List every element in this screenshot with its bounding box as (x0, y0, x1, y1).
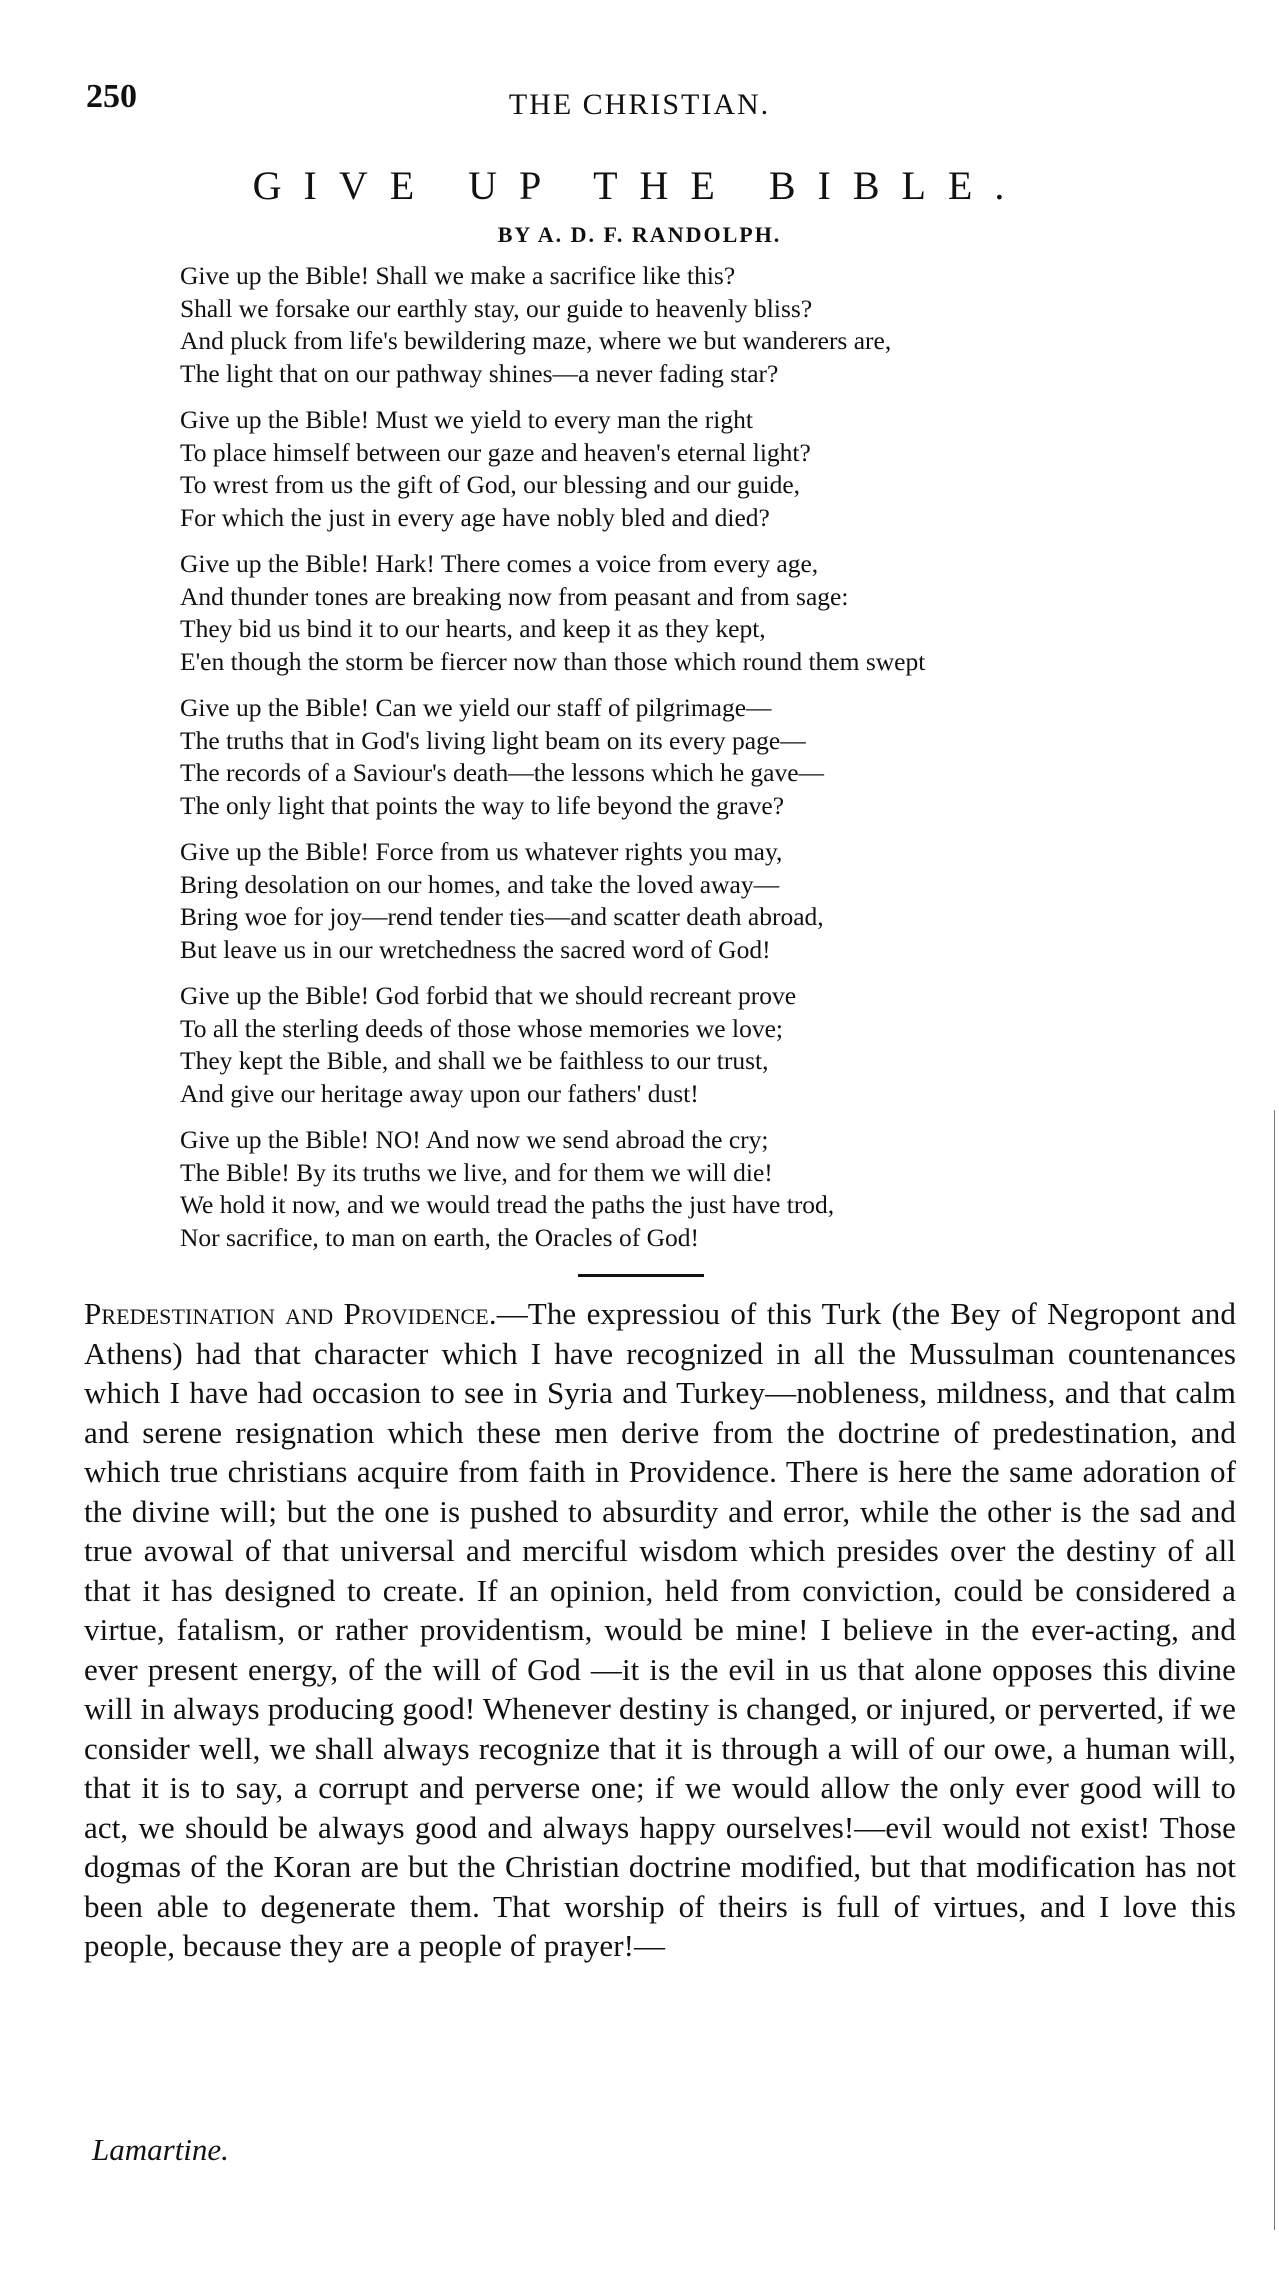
poem-line: To all the sterling deeds of those whose memories we love; (180, 1013, 783, 1043)
poem-stanza (180, 260, 1200, 390)
poem-stanza (180, 1124, 1200, 1254)
poem-title: GIVE UP THE BIBLE. (252, 163, 1027, 208)
article-body (84, 1294, 1236, 1966)
poem-line: Bring desolation on our homes, and take the loved away— (180, 869, 780, 899)
page-edge-rule (1274, 1110, 1275, 2230)
running-head: THE CHRISTIAN. (508, 88, 771, 121)
poem-stanza (180, 548, 1200, 678)
page-number: 250 (86, 78, 137, 115)
poem-line: Nor sacrifice, to man on earth, the Oracles of God! (180, 1222, 700, 1252)
poem-line: And thunder tones are breaking now from peasant and from sage: (180, 581, 849, 611)
poem-line: Give up the Bible! God forbid that we should recreant prove (180, 981, 797, 1010)
poem-line: They kept the Bible, and shall we be faithless to our trust, (180, 1046, 769, 1075)
poem-line: The truths that in God's living light beam on its every page— (180, 725, 806, 755)
poem-line: Give up the Bible! Must we yield to every man the right (180, 405, 753, 434)
poem-line: The records of a Saviour's death—the lessons which he gave— (180, 758, 825, 787)
article-text: —The expressiou of this Turk (the Bey of Negropont and Athens) had that character which I have recognized in all the Mussulman countenances which I have had occasion to see in Syria and Turkey—nobleness, mildness, and that calm and serene resignation which these men derive from the doctrine of predestination, and which true christians acquire from faith in Providence. There is here the same adoration of the divine will; but the one is pushed to absurdity and error, while the other is the sad and true avowal of that universal and merciful wisdom which presides over the destiny of all that it has designed to create. If an opinion, held from conviction, could be considered a virtue, fatalism, or rather providentism, would be mine! I believe in the ever-acting, and ever present energy, of the will of God —it is the evil in us that alone opposes this divine will in always producing good! Whenever destiny is changed, or injured, or perverted, if we consider well, we shall always recognize that it is through a will of our owe, a human will, that it is to say, a corrupt and perverse one; if we would allow the only ever good will to act, we should be always good and always happy ourselves!—evil would not exist! Those dogmas of the Koran are but the Christian doctrine modified, but that modification has not been able to degenerate them. That worship of theirs is full of virtues, and I love this people, because they are a people of prayer!— (84, 1296, 1237, 1963)
section-divider (578, 1274, 704, 1277)
poem-line: And give our heritage away upon our fathers' dust! (180, 1078, 699, 1108)
poem-line: To place himself between our gaze and heaven's eternal light? (180, 437, 811, 467)
poem-body (180, 260, 1200, 1268)
poem-line: And pluck from life's bewildering maze, where we but wanderers are, (180, 326, 892, 355)
poem-line: Give up the Bible! Hark! There comes a voice from every age, (180, 549, 819, 578)
poem-line: They bid us bind it to our hearts, and keep it as they kept, (180, 614, 766, 643)
poem-line: The Bible! By its truths we live, and for them we will die! (180, 1157, 773, 1187)
poem-line: Give up the Bible! Can we yield our staff of pilgrimage— (180, 693, 772, 722)
article-attribution: Lamartine. (92, 2132, 229, 2167)
poem-stanza (180, 404, 1200, 534)
poem-line: The only light that points the way to life beyond the grave? (180, 790, 785, 820)
poem-line: Shall we forsake our earthly stay, our guide to heavenly bliss? (180, 293, 813, 323)
poem-line: Give up the Bible! NO! And now we send abroad the cry; (180, 1125, 769, 1154)
poem-line: Bring woe for joy—rend tender ties—and scatter death abroad, (180, 902, 824, 931)
poem-stanza (180, 692, 1200, 822)
poem-line: E'en though the storm be fiercer now than those which round them swept (180, 646, 926, 676)
poem-stanza (180, 980, 1200, 1110)
article-heading: Predestination and Providence. (84, 1296, 497, 1331)
poem-line: For which the just in every age have nobly bled and died? (180, 502, 770, 532)
poem-line: Give up the Bible! Shall we make a sacrifice like this? (180, 261, 736, 290)
poem-byline: BY A. D. F. RANDOLPH. (497, 222, 782, 247)
poem-line: We hold it now, and we would tread the paths the just have trod, (180, 1190, 835, 1219)
poem-line: But leave us in our wretchedness the sacred word of God! (180, 934, 771, 964)
poem-line: The light that on our pathway shines—a never fading star? (180, 358, 779, 388)
poem-stanza (180, 836, 1200, 966)
poem-line: To wrest from us the gift of God, our blessing and our guide, (180, 470, 801, 499)
poem-line: Give up the Bible! Force from us whatever rights you may, (180, 837, 783, 866)
